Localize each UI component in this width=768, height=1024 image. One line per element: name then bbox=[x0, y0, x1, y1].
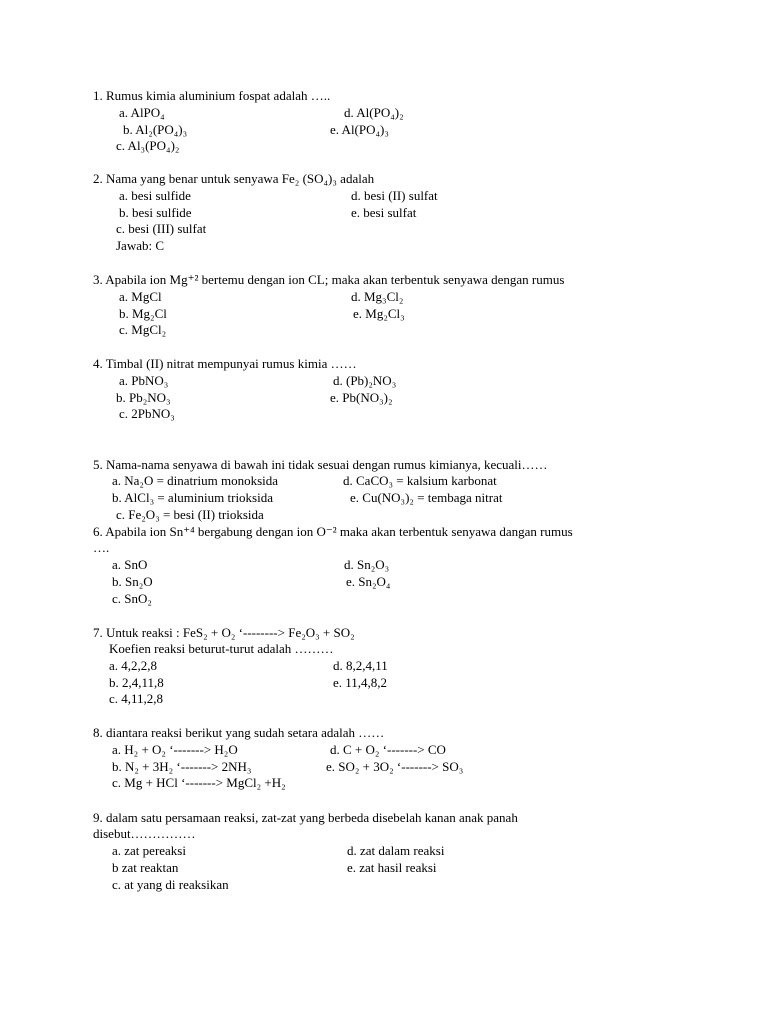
option-5e: e. Cu(NO₃)₂ = tembaga nitrat bbox=[350, 490, 503, 505]
option-9a: a. zat pereaksi bbox=[112, 843, 186, 858]
question-9-stem: 9. dalam satu persamaan reaksi, zat-zat yang berbeda disebelah kanan anak panah bbox=[93, 810, 518, 825]
option-6b: b. Sn₂O bbox=[112, 574, 153, 589]
option-1a: a. AlPO₄ bbox=[119, 105, 165, 120]
option-5b: b. AlCl₃ = aluminium trioksida bbox=[112, 490, 274, 505]
option-8a: a. H₂ + O₂ ‘-------> H₂O bbox=[112, 742, 238, 757]
question-8-stem: 8. diantara reaksi berikut yang sudah setara adalah …… bbox=[93, 725, 385, 740]
option-2a: a. besi sulfide bbox=[119, 188, 191, 203]
option-3a: a. MgCl bbox=[119, 289, 162, 304]
option-4e: e. Pb(NO₃)₂ bbox=[330, 390, 393, 405]
question-3-stem: 3. Apabila ion Mg⁺² bertemu dengan ion CL; maka akan terbentuk senyawa dengan rumus bbox=[93, 272, 565, 287]
question-5-stem: 5. Nama-nama senyawa di bawah ini tidak sesuai dengan rumus kimianya, kecuali…… bbox=[93, 457, 548, 472]
question-2-stem: 2. Nama yang benar untuk senyawa Fe₂ (SO₄)₃ adalah bbox=[93, 171, 375, 186]
option-6e: e. Sn₂O₄ bbox=[346, 574, 391, 589]
option-3d: d. Mg₃Cl₂ bbox=[351, 289, 404, 304]
option-8b: b. N₂ + 3H₂ ‘-------> 2NH₃ bbox=[112, 759, 252, 774]
question-7-stem: 7. Untuk reaksi : FeS₂ + O₂ ‘--------> Fe₂O₃ + SO₂ bbox=[93, 625, 355, 640]
option-2d: d. besi (II) sulfat bbox=[351, 188, 438, 203]
option-5c: c. Fe₂O₃ = besi (II) trioksida bbox=[116, 507, 264, 522]
option-7a: a. 4,2,2,8 bbox=[109, 658, 158, 673]
option-9b: b zat reaktan bbox=[112, 860, 179, 875]
option-1d: d. Al(PO₄)₂ bbox=[344, 105, 404, 120]
option-8c: c. Mg + HCl ‘-------> MgCl₂ +H₂ bbox=[112, 775, 286, 790]
option-8e: e. SO₂ + 3O₂ ‘-------> SO₃ bbox=[326, 759, 464, 774]
option-7c: c. 4,11,2,8 bbox=[109, 691, 164, 706]
option-4d: d. (Pb)₂NO₃ bbox=[333, 373, 397, 388]
option-8d: d. C + O₂ ‘-------> CO bbox=[330, 742, 446, 757]
answer-2: Jawab: C bbox=[116, 238, 165, 253]
option-6d: d. Sn₂O₃ bbox=[344, 557, 390, 572]
option-1b: b. Al₂(PO₄)₃ bbox=[123, 122, 188, 137]
question-9-stem-cont: disebut…………… bbox=[93, 826, 196, 841]
question-6-stem-cont: …. bbox=[93, 540, 110, 555]
option-7b: b. 2,4,11,8 bbox=[109, 675, 164, 690]
option-7e: e. 11,4,8,2 bbox=[333, 675, 388, 690]
option-6c: c. SnO₂ bbox=[112, 591, 152, 606]
option-2e: e. besi sulfat bbox=[351, 205, 417, 220]
option-4c: c. 2PbNO₃ bbox=[119, 406, 175, 421]
question-1-stem: 1. Rumus kimia aluminium fospat adalah ….. bbox=[93, 88, 331, 103]
question-6-stem: 6. Apabila ion Sn⁺⁴ bergabung dengan ion O⁻² maka akan terbentuk senyawa dangan rumus bbox=[93, 524, 573, 539]
option-3e: e. Mg₂Cl₃ bbox=[353, 306, 405, 321]
question-7-stem-cont: Koefien reaksi beturut-turut adalah ……… bbox=[109, 641, 334, 656]
option-1e: e. Al(PO₄)₃ bbox=[330, 122, 389, 137]
option-9c: c. at yang di reaksikan bbox=[112, 877, 229, 892]
option-7d: d. 8,2,4,11 bbox=[333, 658, 388, 673]
option-4a: a. PbNO₃ bbox=[119, 373, 169, 388]
question-4-stem: 4. Timbal (II) nitrat mempunyai rumus kimia …… bbox=[93, 356, 357, 371]
option-4b: b. Pb₂NO₃ bbox=[116, 390, 171, 405]
option-9e: e. zat hasil reaksi bbox=[347, 860, 437, 875]
option-6a: a. SnO bbox=[112, 557, 148, 572]
option-2c: c. besi (III) sulfat bbox=[116, 221, 207, 236]
option-5a: a. Na₂O = dinatrium monoksida bbox=[112, 473, 279, 488]
option-1c: c. Al₃(PO₄)₂ bbox=[116, 138, 180, 153]
option-2b: b. besi sulfide bbox=[119, 205, 192, 220]
option-3c: c. MgCl₂ bbox=[119, 322, 167, 337]
option-9d: d. zat dalam reaksi bbox=[347, 843, 445, 858]
option-5d: d. CaCO₃ = kalsium karbonat bbox=[343, 473, 497, 488]
option-3b: b. Mg₂Cl bbox=[119, 306, 167, 321]
